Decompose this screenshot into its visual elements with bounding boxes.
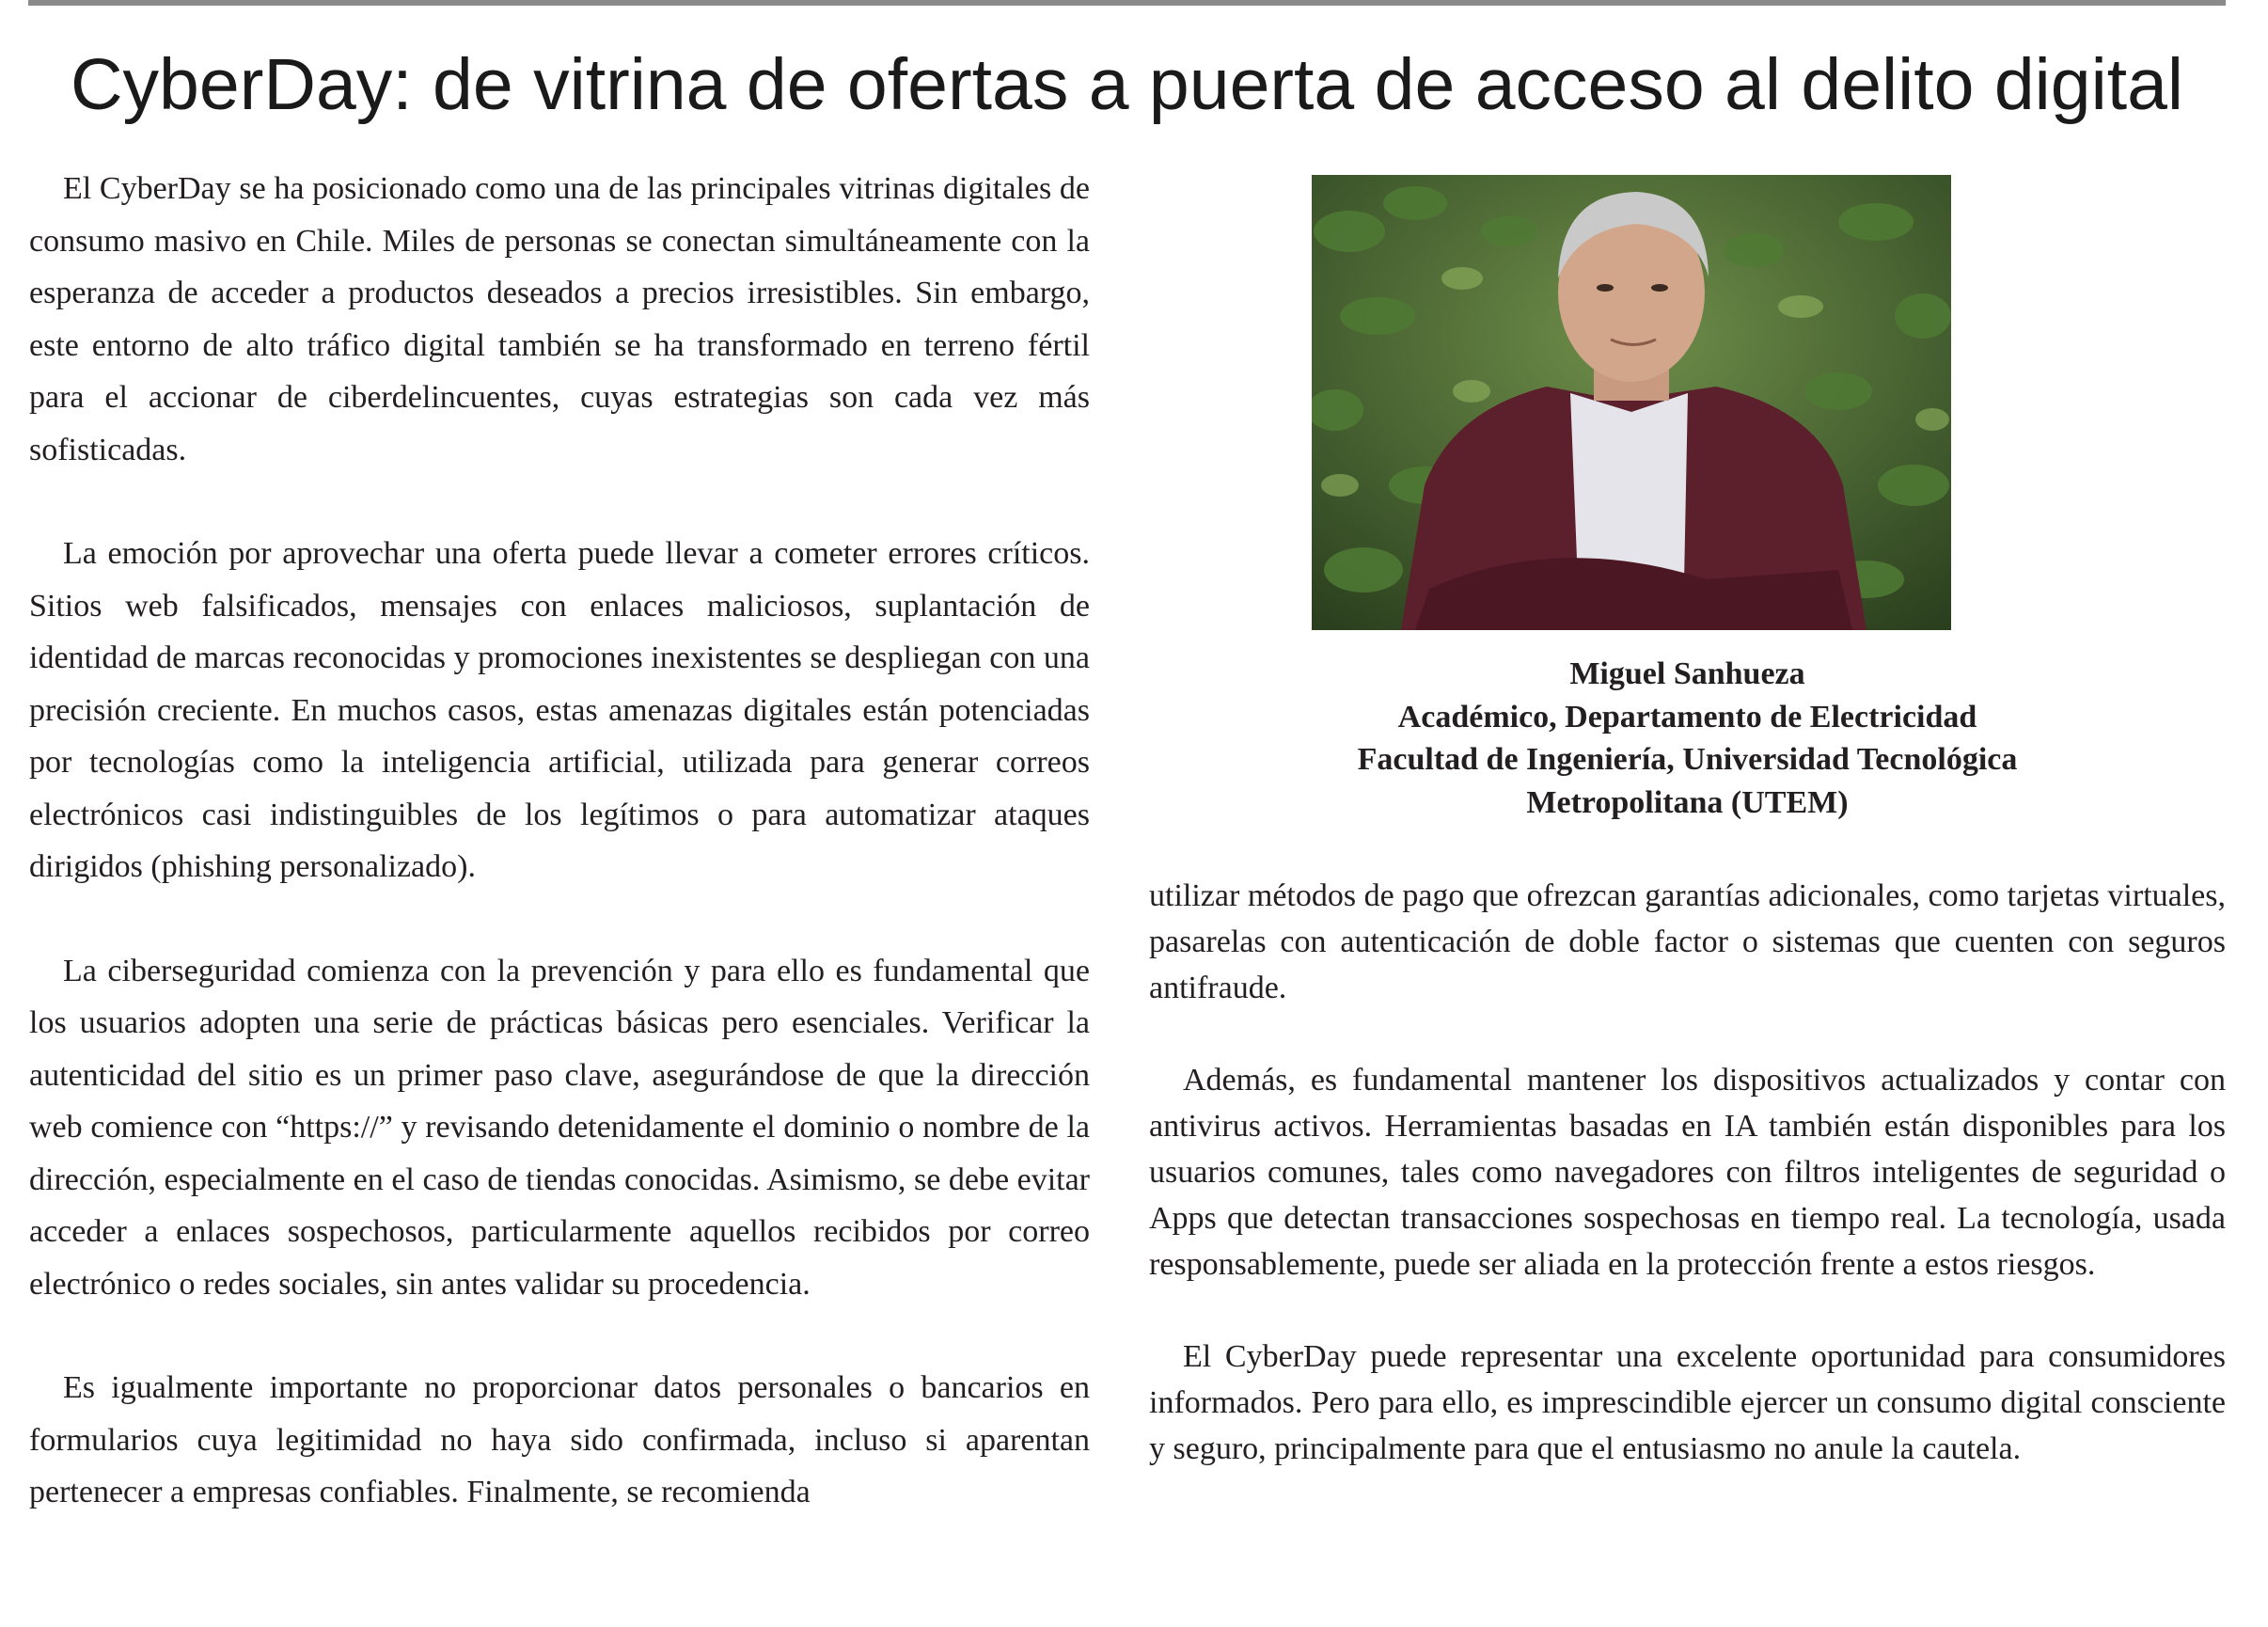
left-column <box>29 163 1090 1519</box>
paragraph-2: La emoción por aprovechar una oferta puede llevar a cometer errores críticos. Sitios web falsificados, mensajes con enlaces maliciosos, suplantación de identidad de marcas reconocidas y promociones inexistentes se despliegan con una precisión creciente. En muchos casos, estas amenazas digitales están potenciadas por tecnologías como la inteligencia artificial, utilizada para generar correos electrónicos casi indistinguibles de los legítimos o para automatizar ataques dirigidos (phishing personalizado). <box>29 536 1090 884</box>
paragraph-7: El CyberDay puede representar una excelente oportunidad para consumidores informados. Pero para ello, es imprescindible ejercer un consumo digital consciente y seguro, principalmente para que el entusiasmo no anule la cautela. <box>1149 1339 2226 1466</box>
author-name: Miguel Sanhueza <box>1569 656 1805 691</box>
paragraph-6: Además, es fundamental mantener los dispositivos actualizados y contar con antivirus activos. Herramientas basadas en IA también están disponibles para los usuarios comunes, tales como navegadores con filtros inteligentes de seguridad o Apps que detectan transacciones sospechosas en tiempo real. La tecnología, usada responsablemente, puede ser aliada en la protección frente a estos riesgos. <box>1149 1063 2226 1282</box>
right-column <box>1149 873 2226 1472</box>
author-institution: Metropolitana (UTEM) <box>1526 784 1849 820</box>
author-role: Académico, Departamento de Electricidad <box>1397 699 1977 735</box>
author-faculty: Facultad de Ingeniería, Universidad Tecnológica <box>1357 742 2018 777</box>
author-photo <box>1312 175 1951 630</box>
paragraph-3: La ciberseguridad comienza con la prevención y para ello es fundamental que los usuarios adopten una serie de prácticas básicas pero esenciales. Verificar la autenticidad del sitio es un primer paso clave, asegurándose de que la dirección web comience con “https://” y revisando detenidamente el dominio o nombre de la dirección, especialmente en el caso de tiendas conocidas. Asimismo, se debe evitar acceder a enlaces sospechosos, particularmente aquellos recibidos por correo electrónico o redes sociales, sin antes validar su procedencia. <box>29 953 1090 1302</box>
article-headline: CyberDay: de vitrina de ofertas a puerta de acceso al delito digital <box>70 44 2184 125</box>
paragraph-5: utilizar métodos de pago que ofrezcan garantías adicionales, como tarjetas virtuales, pasarelas con autenticación de doble factor o sistemas que cuenten con seguros antifraude. <box>1149 878 2226 1005</box>
top-rule <box>28 0 2226 6</box>
author-caption <box>1149 653 2226 824</box>
paragraph-1: El CyberDay se ha posicionado como una de las principales vitrinas digitales de consumo masivo en Chile. Miles de personas se conectan simultáneamente con la esperanza de acceder a productos deseados a precios irresistibles. Sin embargo, este entorno de alto tráfico digital también se ha transformado en terreno fértil para el accionar de ciberdelincuentes, cuyas estrategias son cada vez más sofisticadas. <box>29 171 1090 467</box>
paragraph-4: Es igualmente importante no proporcionar datos personales o bancarios en formularios cuya legitimidad no haya sido confirmada, incluso si aparentan pertenecer a empresas confiables. Finalmente, se recomienda <box>29 1370 1090 1509</box>
